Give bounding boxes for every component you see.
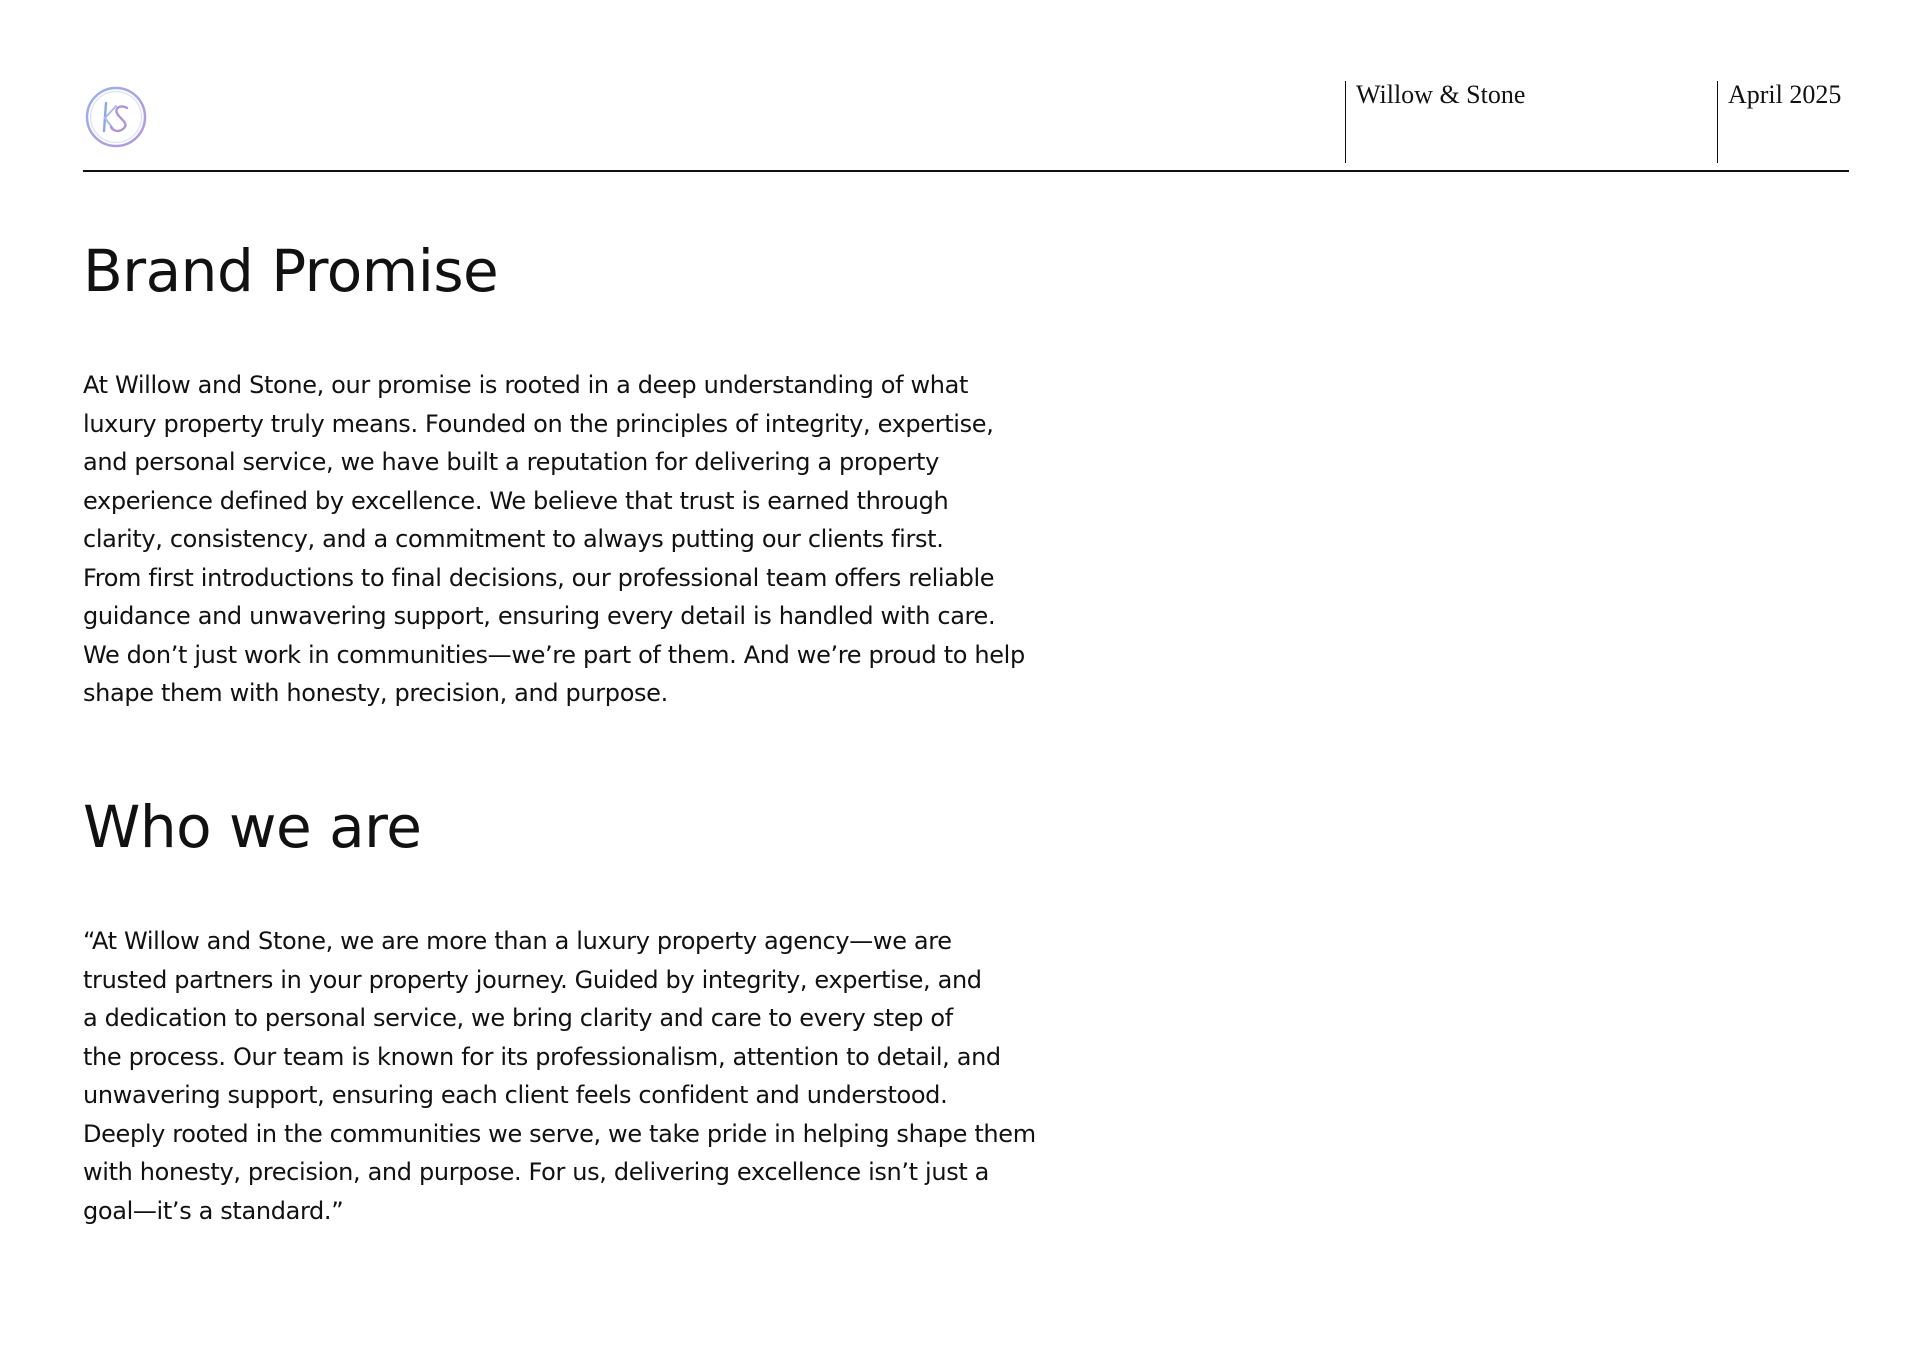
paragraph-line: a dedication to personal service, we bring clarity and care to every step of [83,1004,953,1032]
paragraph-line: the process. Our team is known for its professionalism, attention to detail, and [83,1042,1001,1071]
paragraph-line: “At Willow and Stone, we are more than a luxury property agency—we are [83,927,952,955]
paragraph-line: shape them with honesty, precision, and purpose. [83,679,668,707]
brand-promise-title: Brand Promise [83,237,499,305]
paragraph-line: unwavering support, ensuring each client feels confident and understood. [83,1081,948,1109]
paragraph-line: goal—it’s a standard.” [83,1196,344,1225]
header-brand-cell [1345,81,1717,163]
brand-logo-icon [85,86,147,148]
paragraph-line: and personal service, we have built a reputation for delivering a property [83,448,939,476]
paragraph-line: trusted partners in your property journey. Guided by integrity, expertise, and [83,965,982,994]
paragraph-line: At Willow and Stone, our promise is rooted in a deep understanding of what [83,371,969,399]
paragraph-line: From first introductions to final decisions, our professional team offers reliable [83,563,995,592]
header-date-cell [1717,81,1849,163]
paragraph-line: We don’t just work in communities—we’re part of them. And we’re proud to help [83,640,1025,669]
paragraph-line: clarity, consistency, and a commitment to always putting our clients first. [83,525,944,553]
header-date: April 2025 [1728,80,1842,109]
who-we-are-paragraph [83,922,1123,1230]
who-we-are-title: Who we are [83,793,422,861]
page-header [83,0,1849,172]
header-brand-name: Willow & Stone [1356,80,1526,109]
paragraph-line: Deeply rooted in the communities we serve, we take pride in helping shape them [83,1119,1036,1148]
paragraph-line: guidance and unwavering support, ensuring every detail is handled with care. [83,602,996,630]
brand-promise-paragraph [83,366,1123,713]
paragraph-line: with honesty, precision, and purpose. For us, delivering excellence isn’t just a [83,1158,990,1186]
paragraph-line: experience defined by excellence. We believe that trust is earned through [83,486,949,515]
paragraph-line: luxury property truly means. Founded on the principles of integrity, expertise, [83,409,994,438]
